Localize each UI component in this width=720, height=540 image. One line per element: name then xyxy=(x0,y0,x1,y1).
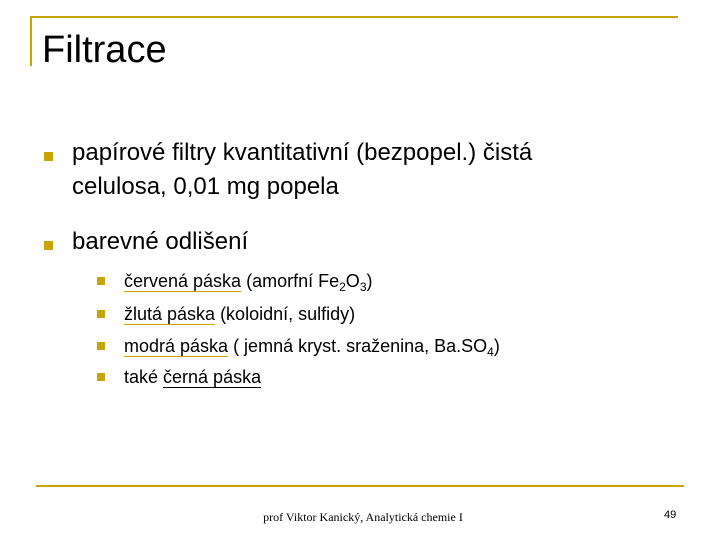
sub-item-yellow xyxy=(124,302,355,326)
sub-bullet-square-icon xyxy=(97,277,105,285)
subscript: 2 xyxy=(339,280,346,294)
frame-top-line xyxy=(30,16,678,18)
bullet-1-line-2: celulosa, 0,01 mg popela xyxy=(72,173,339,200)
sub-bullet-square-icon xyxy=(97,373,105,381)
sub-item-blue xyxy=(124,334,500,358)
sub-item-yellow-rest: (koloidní, sulfidy) xyxy=(215,304,356,324)
bullet-square-icon xyxy=(44,152,53,161)
sub-item-red-end: ) xyxy=(366,271,373,291)
slide-title: Filtrace xyxy=(42,29,167,71)
sub-item-black xyxy=(124,365,261,389)
sub-bullet-square-icon xyxy=(97,310,105,318)
sub-bullet-square-icon xyxy=(97,342,105,350)
sub-item-blue-end: ) xyxy=(493,336,500,356)
footer-divider-line xyxy=(36,485,684,487)
subscript: 3 xyxy=(359,280,367,294)
sub-item-yellow-underlined: žlutá páska xyxy=(124,304,216,324)
sub-item-red-mid: O xyxy=(345,271,360,291)
page-number: 49 xyxy=(664,509,677,521)
sub-item-black-prefix: také xyxy=(124,367,164,387)
sub-item-red-rest: (amorfní Fe xyxy=(241,271,340,291)
sub-item-red-underlined: červená páska xyxy=(124,271,242,291)
subscript: 4 xyxy=(487,345,494,359)
sub-item-black-underlined: černá páska xyxy=(163,367,262,387)
sub-item-blue-rest: ( jemná kryst. sraženina, Ba.SO xyxy=(228,336,488,356)
sub-item-blue-underlined: modrá páska xyxy=(124,336,229,356)
bullet-1-line-1: papírové filtry kvantitativní (bezpopel.) čistá xyxy=(72,139,533,166)
bullet-2-text: barevné odlišení xyxy=(72,228,249,255)
footer-text: prof Viktor Kanický, Analytická chemie I xyxy=(263,510,463,524)
frame-left-line xyxy=(30,16,32,66)
bullet-square-icon xyxy=(44,241,53,250)
sub-item-red xyxy=(124,269,373,293)
